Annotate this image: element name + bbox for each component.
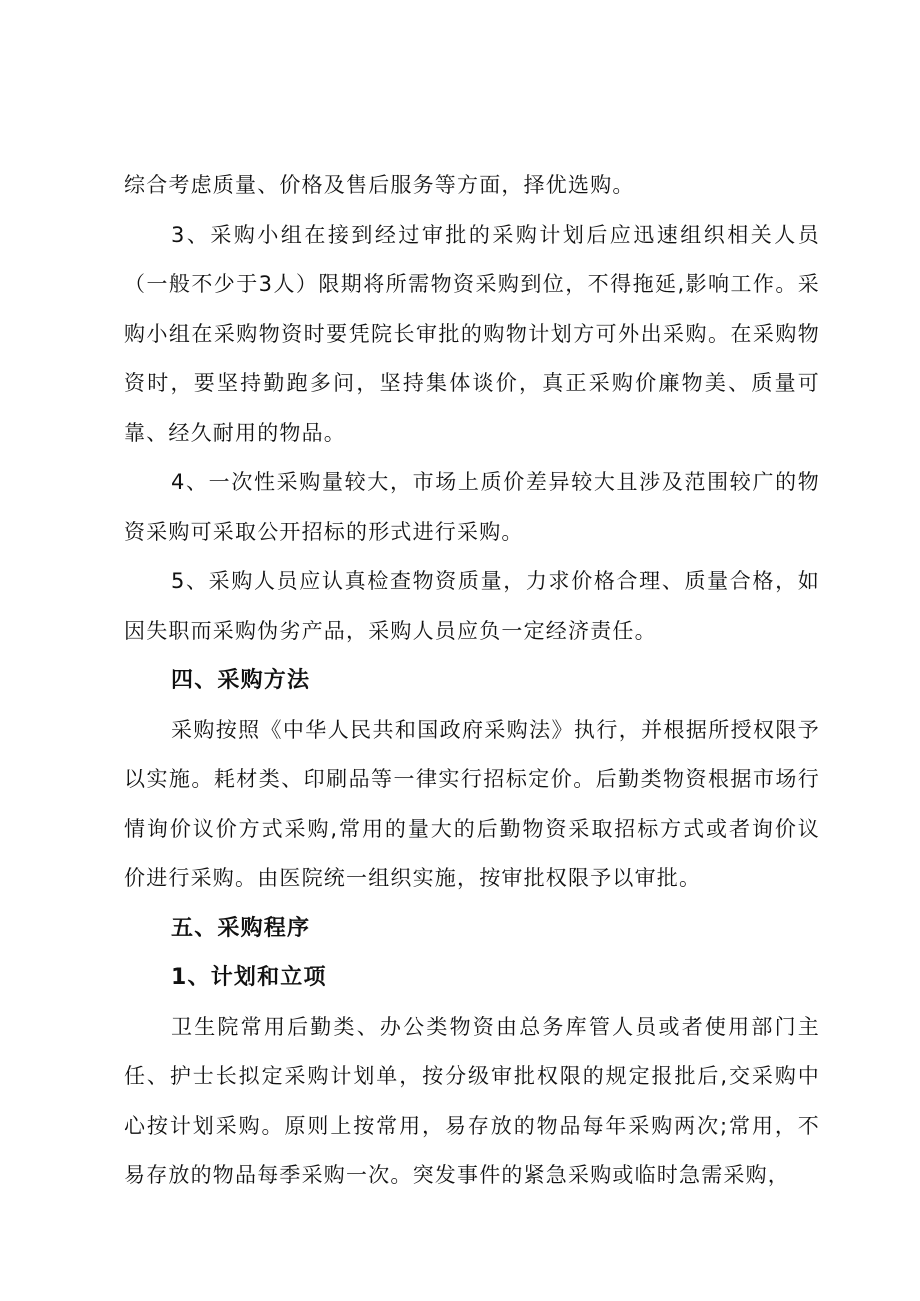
paragraph-procurement-method: 采购按照《中华人民共和国政府采购法》执行，并根据所授权限予以实施。耗材类、印刷品等一律实行招标定价。后勤类物资根据市场行情询价议价方式采购,常用的量大的后勤物资采取招标方式或者询价议价进行采购。由医院统一组织实施，按审批权限予以审批。 bbox=[124, 717, 820, 890]
document-body bbox=[124, 161, 820, 1201]
paragraph-item-3-procurement-team: 3、采购小组在接到经过审批的采购计划后应迅速组织相关人员（一般不少于3人）限期将所需物资采购到位，不得拖延,影响工作。采购小组在采购物资时要凭院长审批的购物计划方可外出采购。在采购物资时，要坚持勤跑多问，坚持集体谈价，真正采购价廉物美、质量可靠、经久耐用的物品。 bbox=[124, 222, 820, 445]
paragraph-item-5-quality-check: 5、采购人员应认真检查物资质量，力求价格合理、质量合格，如因失职而采购伪劣产品，采购人员应负一定经济责任。 bbox=[124, 569, 820, 643]
section-heading-procurement-method: 四、采购方法 bbox=[171, 668, 311, 693]
paragraph-plan-and-project: 卫生院常用后勤类、办公类物资由总务库管人员或者使用部门主任、护士长拟定采购计划单，按分级审批权限的规定报批后,交采购中心按计划采购。原则上按常用，易存放的物品每年采购两次;常用，不易存放的物品每季采购一次。突发事件的紧急采购或临时急需采购， bbox=[124, 1014, 820, 1187]
section-heading-procurement-procedure: 五、采购程序 bbox=[171, 915, 311, 941]
subheading-plan-and-project: 1、计划和立项 bbox=[171, 965, 327, 990]
paragraph-quality-selection: 综合考虑质量、价格及售后服务等方面，择优选购。 bbox=[124, 173, 635, 197]
paragraph-item-4-public-tender: 4、一次性采购量较大，市场上质价差异较大且涉及范围较广的物资采购可采取公开招标的形式进行采购。 bbox=[124, 470, 820, 544]
